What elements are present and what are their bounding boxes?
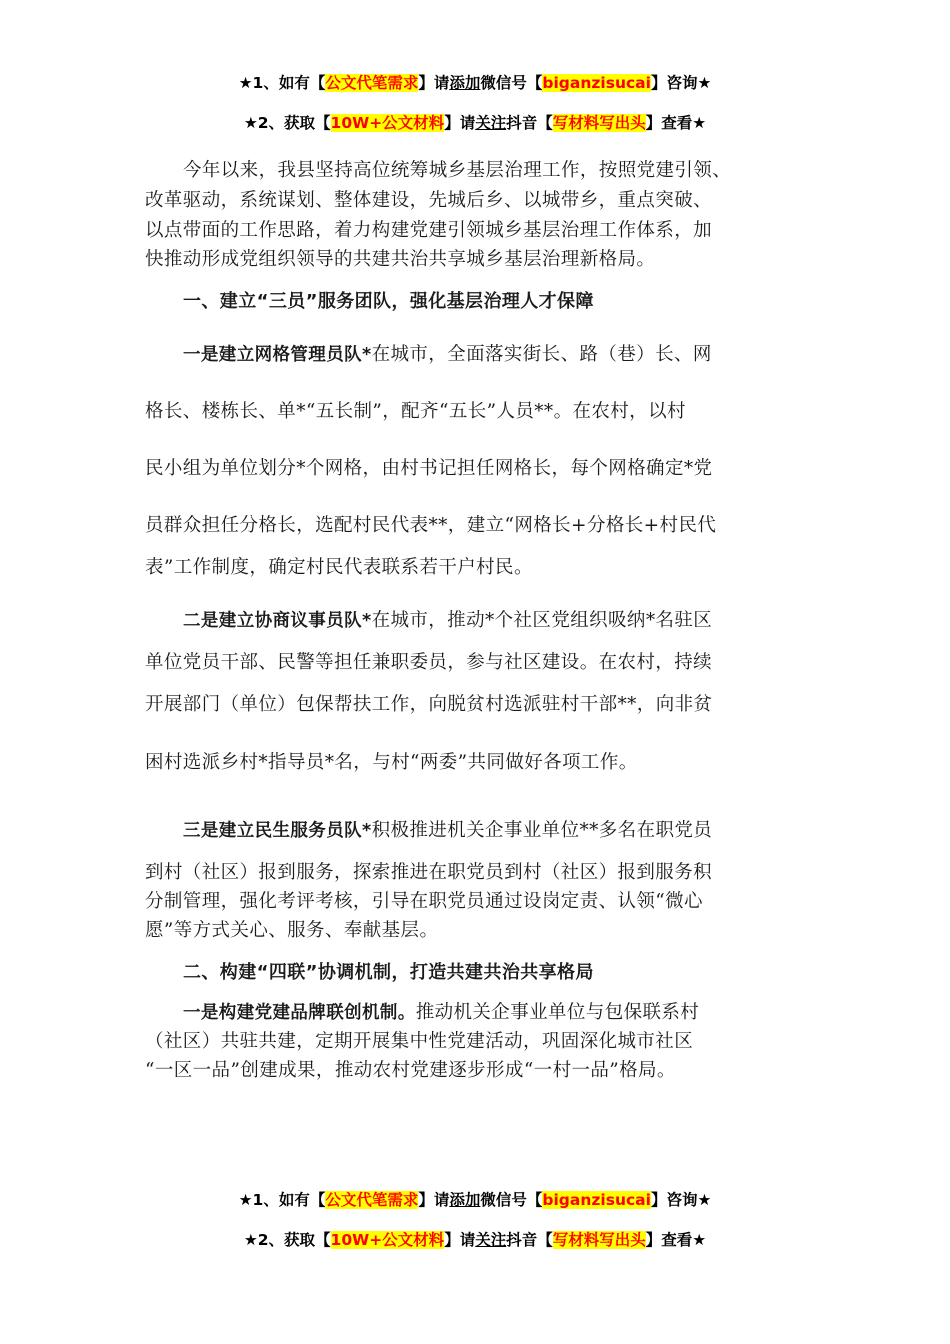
banner-text: 抖音【 xyxy=(506,114,553,132)
banner-highlight: 公文代笔需求 xyxy=(325,1191,419,1209)
banner-text: ★1、如有【 xyxy=(238,74,326,92)
text-line: 员群众担任分格长，选配村民代表**，建立“网格长+分格长+村民代 xyxy=(145,515,717,536)
text-line xyxy=(183,340,712,366)
banner-underline: 添加 xyxy=(449,74,481,92)
banner-text: 】请 xyxy=(418,74,450,92)
text-line: （社区）共驻共建，定期开展集中性党建活动，巩固深化城市社区 xyxy=(145,1031,694,1052)
text-line: 到村（社区）报到服务，探索推进在职党员到村（社区）报到服务积 xyxy=(145,862,713,883)
douyin-id-highlight: 写材料写出头 xyxy=(552,114,646,132)
text-line: 今年以来，我县坚持高位统筹城乡基层治理工作，按照党建引领、 xyxy=(183,160,732,181)
banner-underline: 添加 xyxy=(449,1191,481,1209)
banner-text: 】咨询★ xyxy=(650,1191,712,1209)
bold-lead: 一是建立网格管理员队* xyxy=(183,345,372,365)
banner-highlight: 10W+公文材料 xyxy=(330,1231,445,1249)
text-run: 在城市，推动*个社区党组织吸纳*名驻区 xyxy=(371,610,713,631)
promo-banner-bottom-line-1 xyxy=(0,1188,950,1210)
text-line: 表”工作制度，确定村民代表联系若干户村民。 xyxy=(145,557,533,578)
text-line: 愿”等方式关心、服务、奉献基层。 xyxy=(145,920,439,941)
promo-banner-bottom-line-2 xyxy=(0,1228,950,1250)
banner-text: 】查看★ xyxy=(645,1231,707,1249)
banner-underline: 关注 xyxy=(475,1231,507,1249)
promo-banner-line-1 xyxy=(0,71,950,93)
text-line: 以点带面的工作思路，着力构建党建引领城乡基层治理工作体系，加 xyxy=(145,220,713,241)
banner-text: 】查看★ xyxy=(645,114,707,132)
banner-text: ★2、获取【 xyxy=(243,1231,331,1249)
text-line: 开展部门（单位）包保帮扶工作，向脱贫村选派驻村干部**，向非贫 xyxy=(145,694,713,715)
banner-text: 】请 xyxy=(444,114,476,132)
wechat-id-highlight: biganzisucai xyxy=(542,74,651,92)
text-line: 单位党员干部、民警等担任兼职委员，参与社区建设。在农村，持续 xyxy=(145,652,713,673)
text-line: “一区一品”创建成果，推动农村党建逐步形成“一村一品”格局。 xyxy=(145,1060,676,1081)
text-run: 积极推进机关企事业单位**多名在职党员 xyxy=(371,820,713,841)
promo-banner-line-2 xyxy=(0,111,950,133)
banner-underline: 关注 xyxy=(475,114,507,132)
text-line: 快推动形成党组织领导的共建共治共享城乡基层治理新格局。 xyxy=(145,249,656,270)
banner-text: ★2、获取【 xyxy=(243,114,331,132)
text-run: 在城市，全面落实街长、路（巷）长、网 xyxy=(371,344,712,365)
banner-text: ★1、如有【 xyxy=(238,1191,326,1209)
banner-text: 抖音【 xyxy=(506,1231,553,1249)
text-line: 分制管理，强化考评考核，引导在职党员通过设岗定责、认领“微心 xyxy=(145,891,703,912)
text-line: 民小组为单位划分*个网格，由村书记担任网格长，每个网格确定*党 xyxy=(145,458,713,479)
text-line xyxy=(183,998,699,1024)
bold-lead: 一是构建党建品牌联创机制。 xyxy=(183,1003,416,1023)
banner-highlight: 10W+公文材料 xyxy=(330,114,445,132)
text-line xyxy=(183,816,712,842)
text-line: 改革驱动，系统谋划、整体建设，先城后乡、以城带乡，重点突破、 xyxy=(145,190,713,211)
text-line: 格长、楼栋长、单*“五长制”，配齐“五长”人员**。在农村，以村 xyxy=(145,401,686,422)
banner-text: 微信号【 xyxy=(480,74,543,92)
banner-highlight: 公文代笔需求 xyxy=(325,74,419,92)
banner-text: 】请 xyxy=(418,1191,450,1209)
heading-text: 一、建立“三员”服务团队，强化基层治理人才保障 xyxy=(183,291,594,312)
text-line xyxy=(183,606,712,632)
text-line: 困村选派乡村*指导员*名，与村“两委”共同做好各项工作。 xyxy=(145,752,638,773)
bold-lead: 三是建立民生服务员队* xyxy=(183,821,372,841)
text-run: 推动机关企事业单位与包保联系村 xyxy=(415,1002,700,1023)
banner-text: 微信号【 xyxy=(480,1191,543,1209)
banner-text: 】咨询★ xyxy=(650,74,712,92)
douyin-id-highlight: 写材料写出头 xyxy=(552,1231,646,1249)
bold-lead: 二是建立协商议事员队* xyxy=(183,611,372,631)
heading-text: 二、构建“四联”协调机制，打造共建共治共享格局 xyxy=(183,962,594,983)
banner-text: 】请 xyxy=(444,1231,476,1249)
wechat-id-highlight: biganzisucai xyxy=(542,1191,651,1209)
